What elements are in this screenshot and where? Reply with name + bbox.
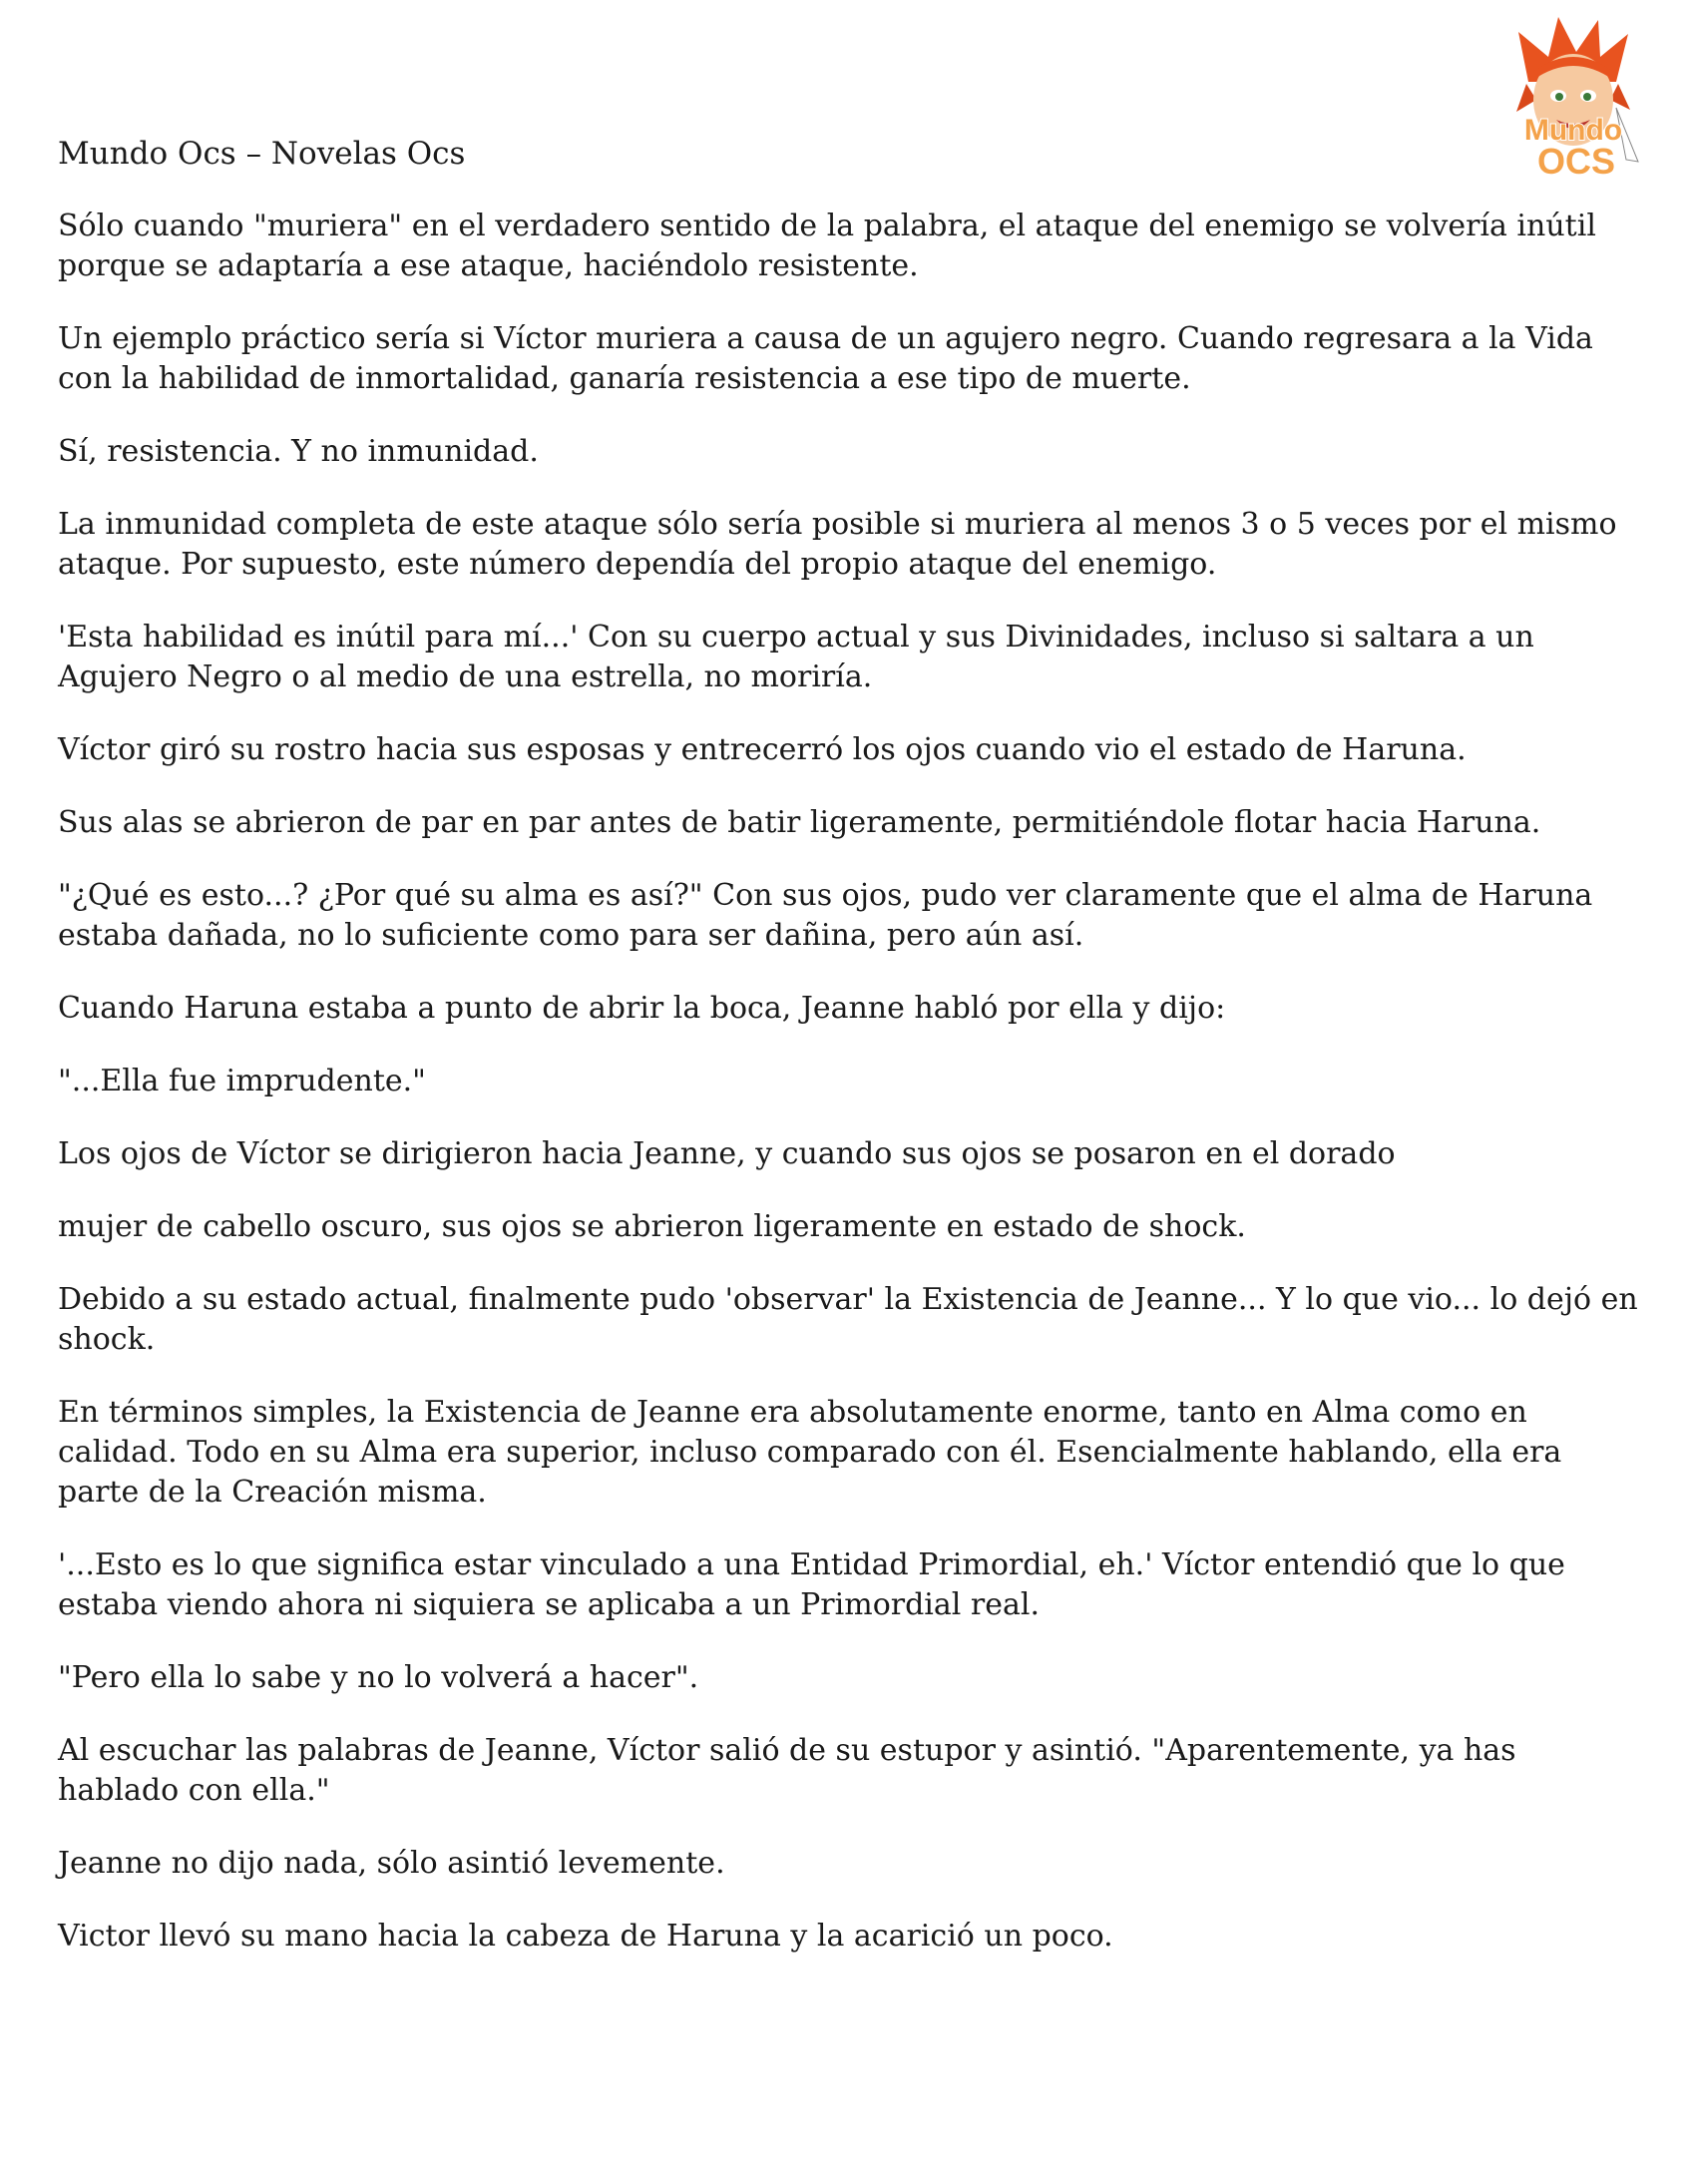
page-header: Mundo Ocs – Novelas Ocs (58, 136, 466, 172)
paragraph: La inmunidad completa de este ataque sólo sería posible si muriera al menos 3 o 5 veces por el mismo ataque. Por supuesto, este número dependía del propio ataque del enemigo. (58, 507, 1617, 582)
paragraph: Sus alas se abrieron de par en par antes de batir ligeramente, permitiéndole flotar hacia Haruna. (58, 805, 1541, 840)
paragraph: Al escuchar las palabras de Jeanne, Víctor salió de su estupor y asintió. "Aparentemente, ya has hablado con ella." (58, 1733, 1516, 1808)
paragraph: Sí, resistencia. Y no inmunidad. (58, 434, 539, 469)
paragraph: Víctor giró su rostro hacia sus esposas y entrecerró los ojos cuando vio el estado de Haruna. (58, 732, 1467, 767)
paragraph: Un ejemplo práctico sería si Víctor muriera a causa de un agujero negro. Cuando regresara a la Vida con la habilidad de inmortalidad, ganaría resistencia a ese tipo de muerte. (58, 321, 1593, 396)
paragraph: "Pero ella lo sabe y no lo volverá a hacer". (58, 1660, 699, 1695)
paragraph: "¿Qué es esto...? ¿Por qué su alma es así?" Con sus ojos, pudo ver claramente que el alma de Haruna estaba dañada, no lo suficiente como para ser dañina, pero aún así. (58, 878, 1593, 953)
document-body (58, 207, 1644, 1989)
paragraph: Jeanne no dijo nada, sólo asintió levemente. (58, 1846, 725, 1881)
paragraph: '...Esto es lo que significa estar vinculado a una Entidad Primordial, eh.' Víctor entendió que lo que estaba viendo ahora ni siquiera se aplicaba a un Primordial real. (58, 1547, 1565, 1622)
paragraph: mujer de cabello oscuro, sus ojos se abrieron ligeramente en estado de shock. (58, 1209, 1246, 1244)
paragraph: 'Esta habilidad es inútil para mí...' Con su cuerpo actual y sus Divinidades, incluso si saltara a un Agujero Negro o al medio de una estrella, no moriría. (58, 620, 1534, 694)
paragraph: Debido a su estado actual, finalmente pudo 'observar' la Existencia de Jeanne... Y lo que vio... lo dejó en shock. (58, 1282, 1638, 1357)
logo-text-top: Mundo (1523, 114, 1623, 147)
logo-text-bottom: OCS (1536, 141, 1616, 182)
paragraph: "...Ella fue imprudente." (58, 1064, 426, 1098)
paragraph: Los ojos de Víctor se dirigieron hacia Jeanne, y cuando sus ojos se posaron en el dorado (58, 1136, 1396, 1171)
paragraph: En términos simples, la Existencia de Jeanne era absolutamente enorme, tanto en Alma como en calidad. Todo en su Alma era superior, incluso comparado con él. Esencialmente hablando, ella era parte de la Creación misma. (58, 1395, 1562, 1510)
paragraph: Sólo cuando "muriera" en el verdadero sentido de la palabra, el ataque del enemigo se volvería inútil porque se adaptaría a ese ataque, haciéndolo resistente. (58, 209, 1596, 283)
paragraph: Cuando Haruna estaba a punto de abrir la boca, Jeanne habló por ella y dijo: (58, 991, 1226, 1026)
mundo-ocs-logo (1488, 12, 1658, 182)
paragraph: Victor llevó su mano hacia la cabeza de Haruna y la acarició un poco. (58, 1919, 1113, 1954)
